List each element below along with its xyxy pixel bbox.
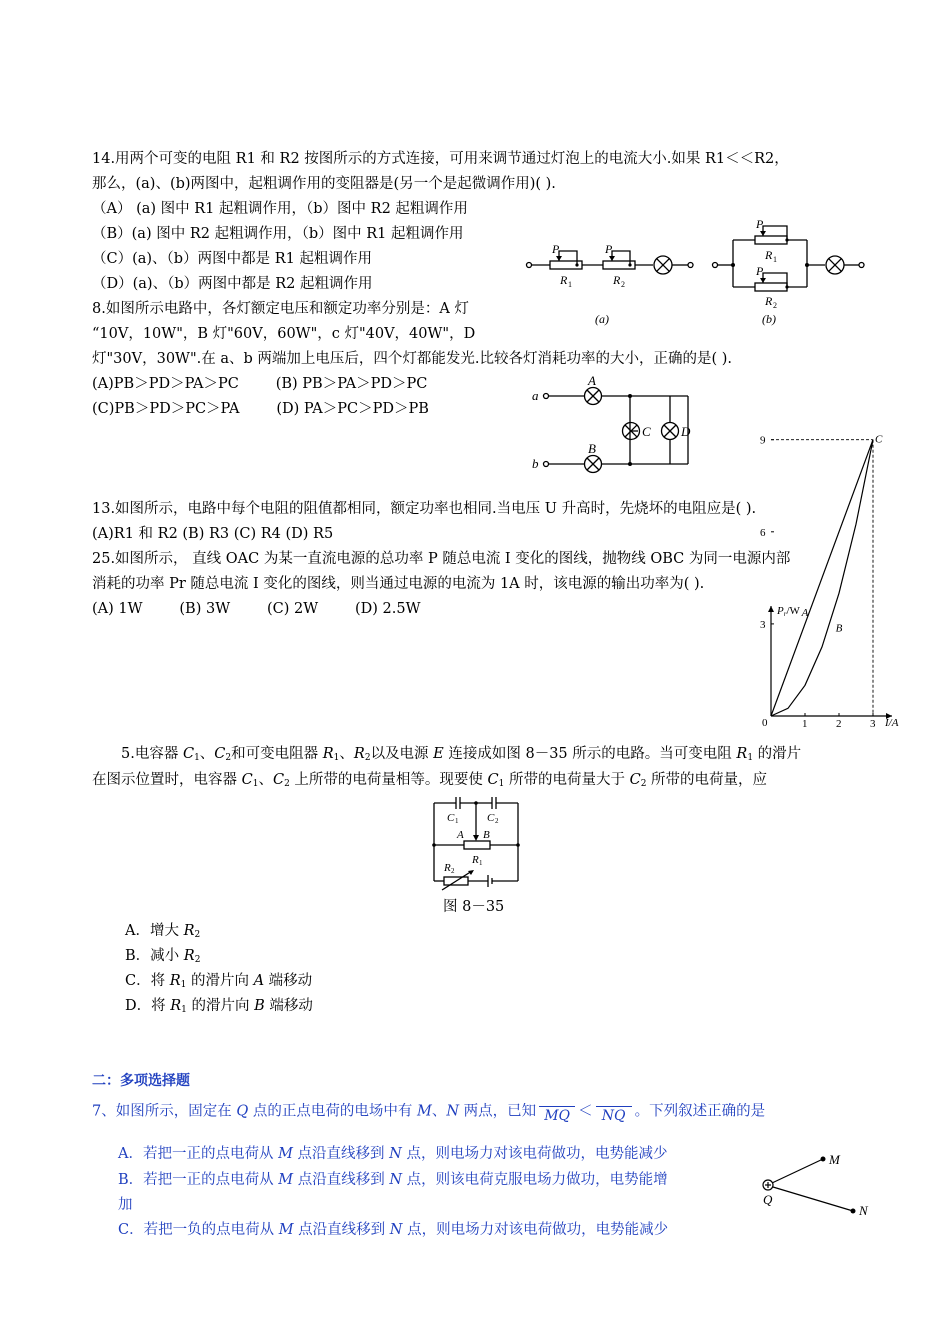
point-q-label: Q [763,1192,773,1207]
q5-stem-line2: 在图示位置时，电容器 $C_1$、$C_2$ 上所带的电荷量相等。现要使 $C_1$ 所带的电荷量大于 $C_2$ 所带的电荷量，应 [92,772,768,789]
fig-a-label-p2: P [605,242,613,256]
svg-text:R: R [472,854,479,866]
svg-text:A: A [457,829,464,841]
q7-option-b: B．若把一正的点电荷从 M 点沿直线移到 N 点，则该电荷克服电场力做功，电势能增 [118,1172,668,1188]
q25-stem-line2: 消耗的功率 Pr 随总电流 I 变化的图线，则当通过电源的电流为 1A 时，该电源的输出功率为( ). [92,576,705,592]
svg-text:C: C [487,812,495,824]
q14-circuit-figure [525,215,875,330]
fig-b-label-p1: P [756,217,764,231]
fig-a-label-r1: R [560,273,568,287]
fig8-label-a: a [532,388,539,403]
chart-x-label: I/A [885,717,899,729]
fig-a-caption: (a) [595,312,609,326]
q14-option-a: （A） (a) 图中 R1 起粗调作用，（b）图中 R2 起粗调作用 [92,201,468,217]
q14-option-d: （D）(a)、（b）两图中都是 R2 起粗调作用 [92,276,373,292]
fig8-label-lamp-d: D [681,424,691,439]
q5-option-d: D．将 $R_1$ 的滑片向 B 端移动 [125,998,313,1015]
q5-option-b: B．减小 $R_2$ [125,948,201,965]
q14-stem-line1: 14.用两个可变的电阻 R1 和 R2 按图所示的方式连接，可用来调节通过灯泡上的电流大小.如果 R1＜＜R2， [92,151,789,167]
point-m-label: M [829,1152,840,1167]
fig8-label-b: b [532,456,539,471]
svg-text:R: R [444,862,451,874]
svg-text:1: 1 [455,817,459,825]
q14-option-c: （C）(a)、（b）两图中都是 R1 起粗调作用 [92,251,372,267]
fig-a-label-p1: P [552,242,560,256]
fig-b-label-r2: R [765,294,773,308]
chart-x-tick-label: 1 [802,718,808,730]
q25-options: (A) 1W (B) 3W (C) 2W (D) 2.5W [92,601,421,617]
fig-b-caption: (b) [762,312,776,326]
fraction-nq: NQ [596,1098,632,1125]
fig-b-label-p2: P [756,264,764,278]
q8-stem-line2: “10V，10W"，B 灯"60V，60W"，c 灯"40V，40W"，D [92,326,476,342]
q14-stem-line2: 那么，(a)、(b)两图中，起粗调作用的变阻器是(另一个是起微调作用)( ). [92,176,556,192]
svg-text:2: 2 [495,817,499,825]
fig8-label-lamp-b: B [588,441,596,456]
q5-figure-caption: 图 8－35 [443,899,505,915]
q8-circuit-figure [530,372,710,477]
q5-circuit-figure [430,795,522,887]
q5-option-c: C．将 $R_1$ 的滑片向 A 端移动 [125,973,313,990]
svg-text:B: B [483,829,490,841]
chart-series-A [771,440,873,716]
svg-text:2: 2 [621,280,625,289]
chart-origin-label: 0 [762,717,768,729]
chart-series-label-B: B [835,622,843,635]
q7-option-b-cont: 加 [118,1197,133,1213]
chart-series-label-A: A [801,607,809,620]
q8-stem-line1: 8.如图所示电路中，各灯额定电压和额定功率分别是：A 灯 [92,301,469,317]
svg-text:2: 2 [773,301,777,310]
chart-y-tick-label: 6 [760,526,766,539]
chart-point-label: C [875,433,883,446]
fig8-label-lamp-c: C [642,424,651,439]
chart-y-tick-label: 3 [760,618,766,631]
fig8-label-lamp-a: A [588,373,596,388]
q5-stem-line1: 5.电容器 $C_1$、$C_2$和可变电阻器 $R_1$、$R_2$以及电源 E 连接成如图 8－35 所示的电路。当可变电阻 $R_1$ 的滑片 [121,746,802,763]
chart-y-label: Pr/W [777,605,800,618]
q13-options: (A)R1 和 R2 (B) R3 (C) R4 (D) R5 [92,526,334,542]
chart-x-tick-label: 3 [870,718,876,730]
q5-option-a: A．增大 $R_2$ [125,923,201,940]
q14-option-b: （B）(a) 图中 R2 起粗调作用，（b）图中 R1 起粗调作用 [92,226,464,242]
q25-stem-line1: 25.如图所示， 直线 OAC 为某一直流电源的总功率 P 随总电流 I 变化的图线，抛物线 OBC 为同一电源内部 [92,551,791,567]
q7-field-figure [755,1145,875,1220]
q8-stem-line3: 灯"30V，30W".在 a、b 两端加上电压后，四个灯都能发光.比较各灯消耗功率的大小，正确的是( ). [92,351,733,367]
svg-text:2: 2 [451,867,455,875]
fraction-mq: MQ [539,1098,575,1125]
fig-b-label-r1: R [765,248,773,262]
q25-power-chart [752,433,912,730]
svg-text:1: 1 [773,255,777,264]
q8-options-line1: (A)PB＞PD＞PA＞PC (B) PB＞PA＞PD＞PC [92,376,428,392]
q7-stem: 7、如图所示，固定在 Q 点的正点电荷的电场中有 M、N 两点，已知 MQ ＜ NQ 。下列叙述正确的是 [92,1098,765,1125]
chart-x-tick-label: 2 [836,718,842,730]
chart-y-tick-label: 9 [760,434,766,447]
q8-options-line2: (C)PB＞PD＞PC＞PA (D) PA＞PC＞PD＞PB [92,401,429,417]
section-heading: 二：多项选择题 [92,1073,190,1089]
q7-option-a: A．若把一正的点电荷从 M 点沿直线移到 N 点，则电场力对该电荷做功，电势能减少 [118,1146,668,1162]
svg-text:C: C [447,812,455,824]
fig-a-label-r2: R [613,273,621,287]
q13-stem: 13.如图所示，电路中每个电阻的阻值都相同，额定功率也相同.当电压 U 升高时，先烧坏的电阻应是( ). [92,501,757,517]
svg-text:1: 1 [568,280,572,289]
svg-text:1: 1 [479,859,483,867]
q7-option-c: C．若把一负的点电荷从 M 点沿直线移到 N 点，则电场力对该电荷做功，电势能减少 [118,1222,669,1238]
point-n-label: N [859,1203,868,1218]
